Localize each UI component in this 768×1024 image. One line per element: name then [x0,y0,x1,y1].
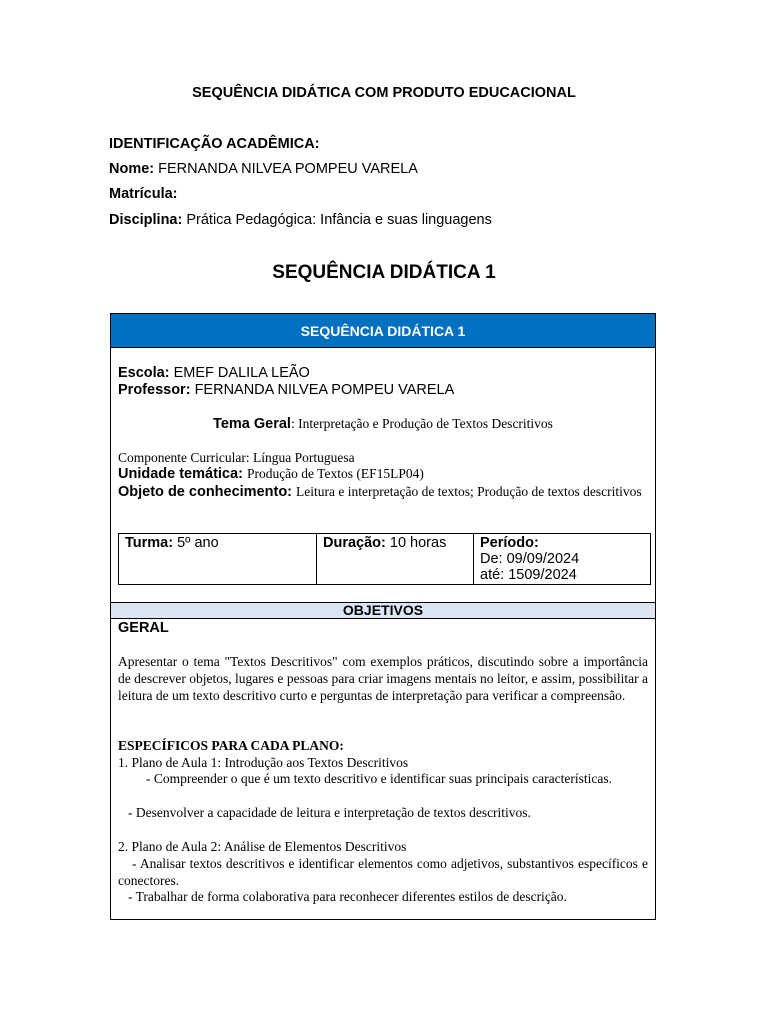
student-name: Nome: FERNANDA NILVEA POMPEU VARELA [109,161,418,177]
plan2-item1: - Analisar textos descritivos e identificar elementos como adjetivos, substantivos específicos e conectores. [118,856,648,888]
objectives-header: OBJETIVOS [111,602,655,619]
theme-line: Tema Geral: Interpretação e Produção de Textos Descritivos [213,416,553,432]
plan2-item2: - Trabalhar de forma colaborativa para reconhecer diferentes estilos de descrição. [128,889,567,904]
table-header: SEQUÊNCIA DIDÁTICA 1 [111,314,655,348]
general-objective-text: Apresentar o tema "Textos Descritivos" com exemplos práticos, discutindo sobre a importância de descrever objetos, lugares e pessoas para criar imagens mentais no leitor, e assim, possibilitar a leitura de um texto descritivo curto e perguntas de interpretação para verificar a compreensão. [118,654,648,703]
plan1-item1: - Compreender o que é um texto descritivo e identificar suas principais características. [146,771,612,786]
curricular-component: Componente Curricular: Língua Portuguesa [118,450,355,465]
specific-label: ESPECÍFICOS PARA CADA PLANO: [118,738,344,753]
period-cell: Período: De: 09/09/2024 até: 1509/2024 [473,534,650,584]
subject: Disciplina: Prática Pedagógica: Infância e suas linguagens [109,212,492,228]
info-table [118,533,651,585]
general-label: GERAL [118,620,169,636]
document-title: SEQUÊNCIA DIDÁTICA COM PRODUTO EDUCACIONAL [192,85,576,101]
plan1-item2: - Desenvolver a capacidade de leitura e interpretação de textos descritivos. [128,805,531,820]
plan1-title: 1. Plano de Aula 1: Introdução aos Textos Descritivos [118,755,409,770]
thematic-unit: Unidade temática: Produção de Textos (EF15LP04) [118,466,424,482]
sequence-title: SEQUÊNCIA DIDÁTICA 1 [272,262,496,283]
plan2-title: 2. Plano de Aula 2: Análise de Elementos Descritivos [118,839,407,854]
identification-heading: IDENTIFICAÇÃO ACADÊMICA: [109,136,320,152]
duration-cell: Duração: 10 horas [316,534,473,584]
school-line: Escola: EMEF DALILA LEÃO [118,365,310,381]
knowledge-object: Objeto de conhecimento: Leitura e interpretação de textos; Produção de textos descritivos [118,484,642,500]
teacher-line: Professor: FERNANDA NILVEA POMPEU VARELA [118,382,455,398]
class-cell: Turma: 5º ano [125,535,219,551]
enrollment: Matrícula: [109,186,178,202]
sequence-table [110,313,656,920]
